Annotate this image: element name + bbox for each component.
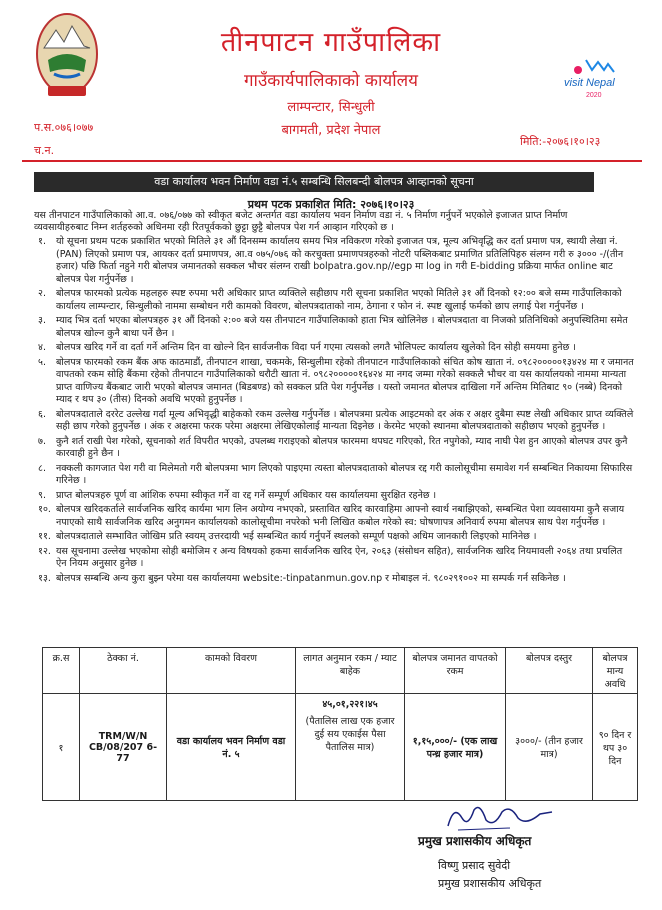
term-number: ५. <box>38 356 46 368</box>
visit-nepal-year: 2020 <box>586 92 602 99</box>
term-number: २. <box>38 288 46 299</box>
term-text: प्राप्त बोलपत्रहरु पूर्ण वा आंशिक रुपमा स्वीकृत गर्ने वा रद्द गर्ने सम्पूर्ण अधिकार यस कार्यालयमा सुरक्षित रहनेछ । <box>56 489 437 501</box>
term-text: कुनै शर्त राखी पेश गरेको, सूचनाको शर्त विपरीत भएको, उपलब्ध गराइएको बोलपत्र फारममा थपघट गरिएको, रित नपुगेको, म्याद नाघी पेश हुन आएको बोलपत्र उपर कुनै कारवाही हुने छैन । <box>56 435 628 459</box>
office-address-line1: लाम्पन्टार, सिन्धुली <box>287 100 375 115</box>
notice-date: मिति:-२०७६।१०।२३ <box>520 135 601 148</box>
office-subtitle: गाउँकार्यपालिकाको कार्यालय <box>243 71 419 91</box>
term-number: १. <box>38 236 46 247</box>
term-number: ११. <box>38 531 51 542</box>
term-number: ७. <box>38 435 46 447</box>
term-item <box>34 288 634 313</box>
column-header: कामको विवरण <box>167 648 296 694</box>
column-header: क्र.स <box>43 648 80 694</box>
term-item <box>34 357 634 407</box>
terms-list <box>34 236 634 587</box>
notice-title: वडा कार्यालय भवन निर्माण वडा नं.५ सम्बन्धि सिलबन्दी बोलपत्र आव्हानको सूचना <box>34 172 594 192</box>
cell-estimate <box>296 694 405 801</box>
term-text: बोलपत्र सम्बन्धि अन्य कुरा बुझ्न परेमा यस कार्यालयमा website:-tinpatanmun.gov.np र मोबाइल नं. ९८०२९१००२ मा सम्पर्क गर्न सकिनेछ । <box>56 572 566 584</box>
signatory-post: प्रमुख प्रशासकीय अधिकृत <box>438 877 542 890</box>
term-text: म्याद भित्र दर्ता भएका बोलपत्रहरु ३१ औं दिनको २:०० बजे यस तीनपाटन गाउँपालिकाको हाता भित्र खोलिनेछ । बोलपत्रदाता वा निजको प्रतिनिधिको अनुपस्थितिमा समेत बोलपत्र खोल्न कुनै बाधा पर्ने छैन । <box>56 315 628 339</box>
cell-description: वडा कार्यालय भवन निर्माण वडा नं. ५ <box>167 694 296 801</box>
term-text: यस सूचनामा उल्लेख भएकोमा सोही बमोजिम र अन्य विषयको हकमा सार्वजनिक खरिद ऐन, २०६३ (संसोधन सहित), सार्वजनिक खरिद नियमावली २०६४ तथा प्रचलित ऐन नियम अनुसार हुनेछ । <box>56 545 623 569</box>
bid-details-table <box>42 647 638 801</box>
office-address-line2: बागमती, प्रदेश नेपाल <box>281 123 381 138</box>
cell-validity: ९० दिन र थप ३० दिन <box>593 694 638 801</box>
cell-contract-number: TRM/W/N CB/08/207 6-77 <box>80 694 167 801</box>
term-number: ८. <box>38 462 46 474</box>
term-item <box>34 436 634 461</box>
term-text: बोलपत्र खरिद गर्ने वा दर्ता गर्ने अन्तिम दिन वा खोल्ने दिन सार्वजनीक विदा पर्न गएमा त्यसको लगतै भोलिपल्ट कार्यालय खुलेको दिन सोही समयमा हुनेछ । <box>56 342 576 353</box>
term-number: ९. <box>38 489 46 501</box>
term-item <box>34 463 634 488</box>
term-number: ३. <box>38 315 46 326</box>
term-number: १३. <box>38 572 51 584</box>
term-item <box>34 342 634 355</box>
reference-number: प.स.०७६।०७७ <box>34 121 94 134</box>
column-header: बोलपत्र दस्तुर <box>506 648 593 694</box>
column-header: बोलपत्र जमानत वापतको रकम <box>405 648 506 694</box>
term-text: नक्कली कागजात पेश गरी वा मिलेमतो गरी बोलपत्रमा भाग लिएको पाइएमा त्यस्ता बोलपत्रदाताको बोलपत्र रद्द गरी कालोसूचीमा समावेश गर्न सम्बन्धित निकायमा सिफारिस गरिनेछ । <box>56 462 633 486</box>
term-item <box>34 490 634 503</box>
column-header: बोलपत्र मान्य अवधि <box>593 648 638 694</box>
cell-bid-security: १,१५,०००/- (एक लाख पन्ध्र हजार मात्र) <box>405 694 506 801</box>
notice-intro: यस तीनपाटन गाउँपालिकाको आ.व. ०७६/०७७ को स्वीकृत बजेट अन्तर्गत वडा कार्यालय भवन निर्माण वडा नं. ५ निर्माण गर्नुपर्ने भएकोले इजाजत प्राप्त निर्माण व्यवसायीहरुबाट निम्न शर्तहरुको अधिनमा रही रितपूर्वकको छुट्टा छुट्टै बोलपत्र पेश गर्न आव्हान गरिएको छ । <box>34 210 568 233</box>
term-item <box>34 315 634 340</box>
signatory-name: विष्णु प्रसाद सुवेदी <box>438 859 511 872</box>
term-number: १२. <box>38 545 51 557</box>
term-text: बोलपत्र फारमको रकम बैंक अफ काठमाडौं, तीनपाटन शाखा, चकमके, सिन्धुलीमा रहेको तीनपाटन गाउँपालिकाको संचित कोष खाता नं. ०९८२०००००१३४२४ मा र जमानत वापतको रकम सोहि बैंकमा रहेको तीनपाटन गाउँपालिकाको धरौटी खाता नं. ०९८२०००००१६४२४ मा नगद जम्मा गरेको सक्कलै भौचर वा यस कार्यालयको नाममा मान्यता प्राप्त वाणिज्य बैंकबाट जारी भएको बोलपत्र जमानत (बिडबण्ड) को सक्कल प्रति पेश गर्नुपर्नेछ । यस्तो जमानत बोलपत्र दाखिला गर्ने अन्तिम मितिबाट ९० (नब्बे) दिनको म्याद र थप ३० (तीस) दिनको अवधि भएको हुनुपर्नेछ । <box>56 356 634 405</box>
term-item <box>34 573 634 586</box>
term-text: बोलपत्र खरिदकर्ताले सार्वजनिक खरिद कार्यमा भाग लिन अयोग्य नभएको, प्रस्तावित खरिद कारवाहिमा आफ्नो स्वार्थ नबाझिएको, सम्बन्धित पेशा व्यवसायमा कुनै सजाय नपाएको साथै सार्वजनिक खरिद अनुगमन कार्यालयको कालोसूचीमा नपरेको भनी लिखित कबोल गरेको स्व: घोषणापत्र अनिवार्य रुपमा बोलपत्र साथ पेश गर्नुपर्नेछ । <box>56 504 625 528</box>
column-header: लागत अनुमान रकम / म्याट बाहेक <box>296 648 405 694</box>
signature <box>440 798 560 834</box>
term-item <box>34 531 634 544</box>
visit-nepal-text: visit Nepal <box>564 77 615 89</box>
dispatch-number: च.न. <box>34 144 55 157</box>
term-text: बोलपत्रदाताले दररेट उल्लेख गर्दा मूल्य अभिवृद्धी बाहेकको रकम उल्लेख गर्नुपर्नेछ । बोलपत्रमा प्रत्येक आइटमको दर अंक र अक्षर दुबैमा स्पष्ट लेखी अधिकार प्राप्त व्यक्तिले सही छाप गरेको हुनुपर्नेछ । अंक र अक्षरमा फरक परेमा अक्षरमा लेखिएकोलाई मान्यता दिइनेछ । केरमेट भएको स्थानमा बोलपत्रदाताको सहीछाप भएको हुनुपर्नेछ । <box>56 408 634 432</box>
term-number: ४. <box>38 342 46 353</box>
cell-bid-fee: ३०००/- (तीन हजार मात्र) <box>506 694 593 801</box>
term-number: १०. <box>38 504 51 515</box>
term-text: बोलपत्रदाताले सम्भावित जोखिम प्रति स्वयम् उत्तरदायी भई सम्बन्धित कार्य गर्नुपर्ने स्थलको सम्पूर्ण पक्षको अधिम जानकारी लिइएको मानिनेछ । <box>56 531 537 542</box>
publish-date: प्रथम पटक प्रकाशित मिति: २०७६।१०।२३ <box>247 198 415 211</box>
term-item <box>34 504 634 529</box>
term-number: ६. <box>38 408 46 420</box>
table-row <box>43 694 638 801</box>
term-text: बोलपत्र फारमको प्रत्येक महलहरु स्पष्ट रुपमा भरी अधिकार प्राप्त व्यक्तिले सहीछाप गरी सूचना प्रकाशित भएको मितिले ३१ औं दिनको १२:०० बजे सम्म गाउँपालिकाको कार्यालय लाम्पन्टार, सिन्धुलीको नाममा सम्बोधन गरी कामको विवरण, बोलपत्रदाताको नाम, ठेगाना र फोन नं. स्पष्ट खुलाई फर्मको छाप लगाई पेश गर्नुपर्नेछ । <box>56 288 622 312</box>
office-name: तीनपाटन गाउँपालिका <box>220 27 442 58</box>
term-item <box>34 409 634 434</box>
header-divider <box>22 160 642 162</box>
signatory-title: प्रमुख प्रशासकीय अधिकृत <box>418 834 532 848</box>
cell-serial: १ <box>43 694 80 801</box>
estimate-in-words: (पैतालिस लाख एक हजार दुई सय एकाईस पैसा पैतालिस मात्र) <box>305 716 395 753</box>
table-header-row <box>43 648 638 694</box>
column-header: ठेक्का नं. <box>80 648 167 694</box>
term-item <box>34 236 634 286</box>
term-text: यो सूचना प्रथम पटक प्रकाशित भएको मितिले ३१ औं दिनसम्म कार्यालय समय भित्र नविकरण गरेको इजाजत पत्र, मूल्य अभिवृद्धि कर दर्ता प्रमाण पत्र, स्थायी लेखा नं. (PAN) लिएको प्रमाण पत्र, आयकर दर्ता प्रमाणपत्र, आ.व ०७५/०७६ को करचुक्ता प्रमाणपत्रहरुको नोटरी पब्लिकबाट प्रमाणित प्रतिलिपिहरु संलग्न गरी रु ३००० -/(तीन हजार) पछि फिर्ता नहुने गरी बोलपत्र जमानतको सक्कल भौचर संलग्न राखी bolpatra.gov.np//egp मा log in गरी E-bidding प्रक्रिया मार्फत online बाट बोलपत्र पेश गर्नुपर्नेछ । <box>56 236 624 285</box>
visit-nepal-logo <box>534 56 634 102</box>
term-item <box>34 546 634 571</box>
estimate-amount: ४५,०१,२२१।४५ <box>322 699 378 710</box>
